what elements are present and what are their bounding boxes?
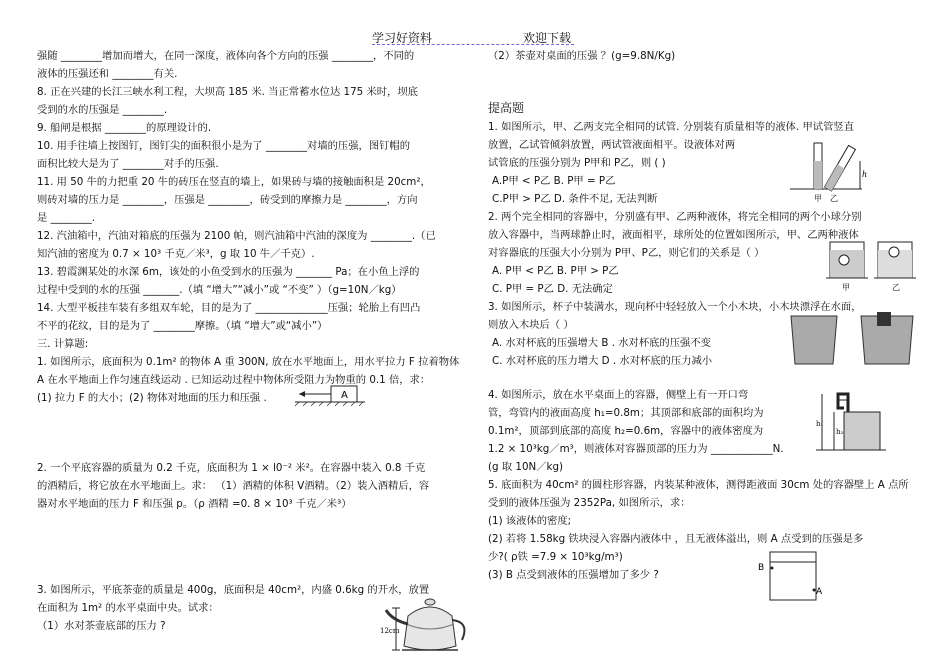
point-b-label: B	[758, 563, 765, 573]
text-line: (1) 该液体的密度;	[488, 515, 572, 527]
text-line: 8. 正在兴建的长江三峡水利工程，大坝高 185 米. 当正常蓄水位达 175 米时，坝底	[37, 86, 418, 98]
text-line: 器对水平地面的压力 F 和压强 p。（ρ 酒精 =0. 8 × 10³ 千克／米³）	[37, 498, 352, 510]
text-line: 则砖对墙的压力是 ________，压强是 ________，砖受到的摩擦力是 ________，方向	[37, 194, 418, 206]
text-line: 少?( ρ铁 =7.9 × 10³kg/m³)	[488, 551, 623, 563]
text-line: （1）水对茶壶底部的压力 ?	[37, 620, 166, 632]
text-line: 11. 用 50 牛的力把重 20 牛的砖压在竖直的墙上，如果砖与墙的接触面积是 20cm²，	[37, 176, 431, 188]
text-line: 试管底的压强分别为 P甲和 P乙，则 ( )	[488, 157, 666, 169]
text-line: （2）茶壶对桌面的压强 ？(g=9.8N/Kg)	[488, 50, 676, 62]
tube-right-label: 乙	[830, 194, 838, 203]
text-line: 强随 ________增加而增大，在同一深度，液体向各个方向的压强 ________，不同的	[37, 50, 415, 62]
text-line: A. 水对杯底的压强增大 B . 水对杯底的压强不变	[492, 337, 711, 349]
teapot-figure	[378, 594, 473, 654]
svg-text:h: h	[862, 170, 868, 179]
text-line: 面积比较大是为了 ________对手的压强.	[37, 158, 219, 170]
text-line: 5. 底面积为 40cm² 的圆柱形容器，内装某种液体，测得距液面 30cm 处的容器壁上 A 点所	[488, 479, 909, 491]
text-line: 在面积为 1m² 的水平桌面中央。试求：	[37, 602, 219, 614]
page-header-right: 欢迎下载	[523, 31, 572, 45]
text-line: 放入容器中，当两球静止时，液面相平，球所处的位置如图所示，甲、乙两种液体	[488, 229, 859, 241]
text-line: 2. 一个平底容器的质量为 0.2 千克，底面积为 1 × l0⁻² 米²。在容器中装入 0.8 千克	[37, 462, 426, 474]
text-line: 则放入木块后（ ）	[488, 319, 574, 331]
text-line: 管，弯管内的液面高度 h₁=0.8m；其顶部和底部的面积均为	[488, 407, 764, 419]
text-line: C.P甲 > P乙 D. 条件不足, 无法判断	[492, 193, 658, 205]
text-line: 是 ________.	[37, 212, 96, 224]
page-header-left: 学习好资料	[372, 31, 433, 45]
text-line: (g 取 10N／kg)	[488, 461, 564, 473]
text-line: 的酒精后，将它放在水平地面上。求： （1）酒精的体积 V酒精。（2）装入酒精后，容	[37, 480, 430, 492]
text-line: 0.1m²，顶部到底部的高度 h₂=0.6m，容器中的液体密度为	[488, 425, 764, 437]
text-line: 1. 如图所示，底面积为 0.1m² 的物体 A 重 300N, 放在水平地面上，用水平拉力 F 拉着物体	[37, 356, 460, 368]
text-line: C. P甲 = P乙 D. 无法确定	[492, 283, 613, 295]
container-left-label: 甲	[842, 283, 850, 292]
block-on-ground-figure	[295, 384, 375, 406]
text-line: 知汽油的密度为 0.7 × 10³ 千克／米³，g 取 10 牛／千克）.	[37, 248, 315, 260]
teapot-height-label: 12cm	[380, 627, 400, 635]
text-line: 4. 如图所示，放在水平桌面上的容器，侧壁上有一开口弯	[488, 389, 749, 401]
ball-containers-figure	[826, 238, 921, 294]
text-line: 放置，乙试管倾斜放置，两试管液面相平。设液体对两	[488, 139, 736, 151]
text-line: 2. 两个完全相同的容器中，分别盛有甲、乙两种液体，将完全相同的两个小球分别	[488, 211, 862, 223]
point-a-label: A	[816, 587, 823, 597]
text-line: A. P甲 < P乙 B. P甲 > P乙	[492, 265, 619, 277]
text-line: 9. 船闸是根据 ________的原理设计的.	[37, 122, 212, 134]
text-line: A.P甲 < P乙 B. P甲 = P乙	[492, 175, 616, 187]
header-rule	[372, 44, 574, 45]
text-line: (1) 拉力 F 的大小；(2) 物体对地面的压力和压强 .	[37, 392, 267, 404]
text-line: (3) B 点受到液体的压强增加了多少 ?	[488, 569, 659, 581]
text-line: 12. 汽油箱中，汽油对箱底的压强为 2100 帕，则汽油箱中汽油的深度为 ________.（已	[37, 230, 436, 242]
text-line: 不平的花纹，目的是为了 ________摩擦。（填 “增大”或“减小”）	[37, 320, 328, 332]
cups-wood-block-figure	[789, 312, 919, 366]
section-heading: 三. 计算题:	[37, 338, 89, 350]
text-line: C. 水对杯底的压力增大 D . 水对杯底的压力减小	[492, 355, 713, 367]
text-line: 3. 如图所示，平底茶壶的质量是 400g，底面积是 40cm²，内盛 0.6kg 的开水，放置	[37, 584, 430, 596]
text-line: 1.2 × 10³kg／m³，则液体对容器顶部的压力为 ____________N.	[488, 443, 784, 455]
text-line: 受到的水的压强是 ________.	[37, 104, 168, 116]
test-tubes-figure	[790, 133, 880, 205]
text-line: 10. 用手往墙上按图钉，图钉尖的面积很小是为了 ________对墙的压强，图钉帽的	[37, 140, 411, 152]
tube-left-label: 甲	[814, 194, 822, 203]
text-line: 3. 如图所示，杯子中装满水，现向杯中轻轻放入一个小木块，小木块漂浮在水面，	[488, 301, 862, 313]
text-line: A 在水平地面上作匀速直线运动 . 已知运动过程中物体所受阻力为物重的 0.1 倍，求：	[37, 374, 431, 386]
text-line: 受到的液体压强为 2352Pa, 如图所示，求：	[488, 497, 691, 509]
container-right-label: 乙	[892, 283, 900, 292]
bent-tube-container-figure	[816, 388, 886, 456]
h1-label: h₁	[816, 420, 824, 428]
text-line: 液体的压强还和 ________有关.	[37, 68, 178, 80]
text-line: 对容器底的压强大小分别为 P甲、P乙，则它们的关系是（ ）	[488, 247, 765, 259]
section-heading: 提高题	[488, 101, 525, 115]
text-line: 过程中受到的水的压强 _______.（填 “增大”“减小”或 “不变” ）（g=10N／kg）	[37, 284, 402, 296]
cylinder-points-figure	[756, 548, 836, 604]
text-line: (2) 若将 1.58kg 铁块浸入容器内液体中 ，且无液体溢出，则 A 点受到的压强是多	[488, 533, 864, 545]
h2-label: h₂	[836, 428, 844, 436]
text-line: 1. 如图所示，甲、乙两支完全相同的试管. 分别装有质量相等的液体. 甲试管竖直	[488, 121, 854, 133]
text-line: 13. 碧霞渊某处的水深 6m，该处的小鱼受到水的压强为 _______ Pa；在小鱼上浮的	[37, 266, 420, 278]
block-label: A	[341, 390, 348, 401]
text-line: 14. 大型平板挂车装有多组双车轮，目的是为了 ______________压强；轮胎上有凹凸	[37, 302, 421, 314]
